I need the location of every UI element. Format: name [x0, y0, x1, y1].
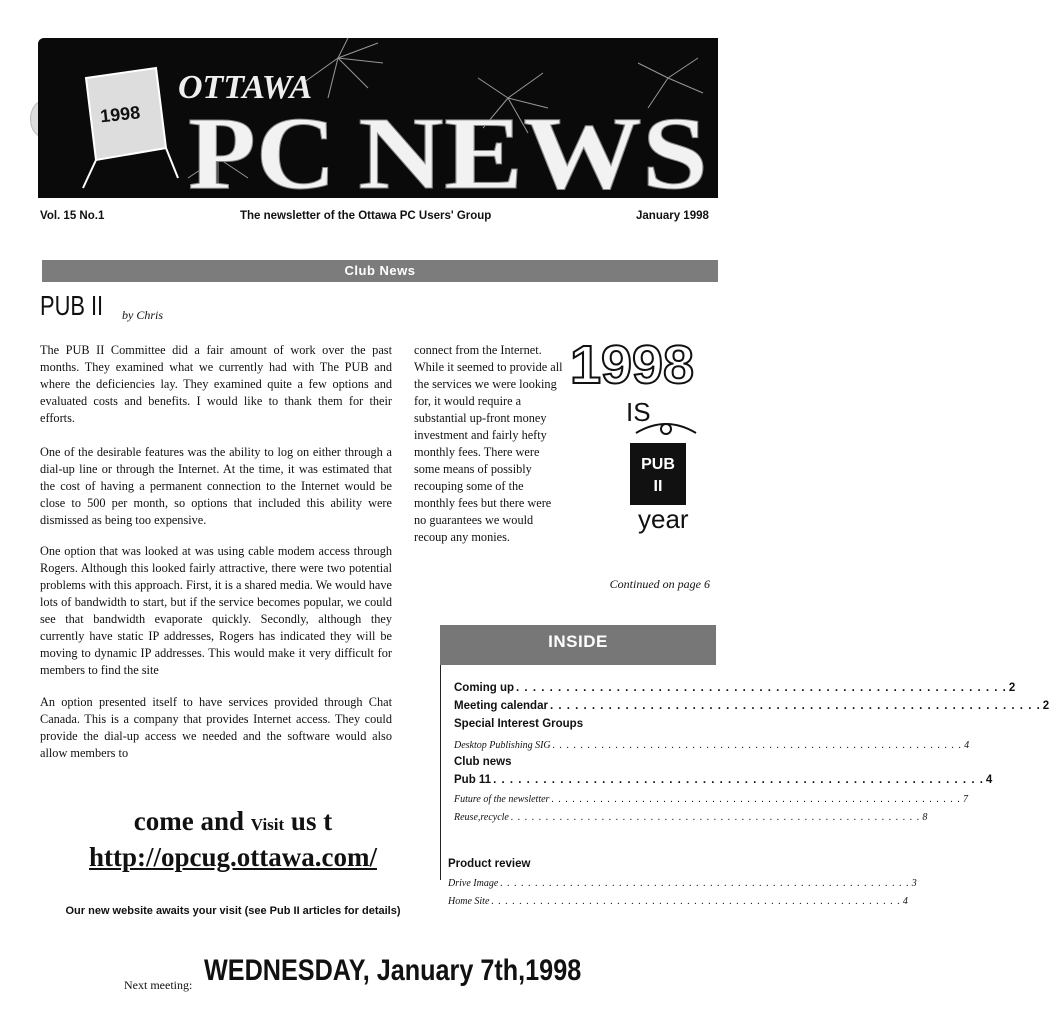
toc-entry-label: Reuse,recycle [454, 812, 509, 823]
toc-entry-label: Club news [454, 756, 512, 768]
toc-entry [454, 774, 993, 786]
toc-dot-leader: . . . . . . . . . . . . . . . . . . . . . . . . . . . . . . . . . . . . . . . . . . . . . . . . . . . . . . . . . . . [493, 774, 984, 786]
promo-pub: PUB [641, 456, 675, 473]
section-banner: Club News [42, 260, 718, 282]
masthead-news: NEWS [358, 96, 708, 211]
promo-year: 1998 [570, 335, 694, 395]
toc-entry-page: 7 [962, 794, 968, 805]
article-paragraph-2: One of the desirable features was the ability to log on either through a dial-up line or through the Internet. At the time, it was estimated that the cost of having a permanent connection to the Internet would be close to 500 per month, so options that included this ability were dismissed as being too expensive. [40, 445, 392, 527]
masthead-graphic [38, 38, 718, 211]
article-title: PUB II [40, 290, 104, 321]
toc-entry [448, 858, 642, 870]
promo-sign [630, 443, 686, 505]
toc-dot-leader: . . . . . . . . . . . . . . . . . . . . . . . . . . . . . . . . . . . . . . . . . . . . . . . . . . . . . . . . . . . [549, 700, 1041, 712]
visit-text: Visit [250, 815, 285, 834]
inside-divider [440, 665, 441, 880]
toc-dot-leader: . . . . . . . . . . . . . . . . . . . . . . . . . . . . . . . . . . . . . . . . . . . . . . . . . . . . . . . . . . . [510, 812, 921, 823]
toc-entry [454, 700, 1049, 712]
promo-two: II [653, 478, 663, 495]
website-callout [60, 806, 406, 837]
toc-entry [454, 682, 1016, 694]
toc-entry-page: 4 [902, 896, 908, 907]
toc-entry [454, 812, 928, 823]
toc-entry [454, 740, 970, 751]
continued-note: Continued on page 6 [609, 577, 710, 591]
toc-entry-label: Meeting calendar [454, 700, 548, 712]
toc-entry [454, 794, 968, 805]
toc-dot-leader: . . . . . . . . . . . . . . . . . . . . . . . . . . . . . . . . . . . . . . . . . . . . . . . . . . . . . . . . . . . [500, 878, 910, 889]
toc-entry-label: Product review [448, 858, 531, 870]
masthead-ottawa: OTTAWA [178, 69, 313, 106]
volume-label: Vol. 15 No.1 [40, 210, 105, 222]
us-text: us t [290, 806, 333, 836]
toc-entry-label: Pub 11 [454, 774, 492, 786]
article-paragraph-3: One option that was looked at was using cable modem access through Rogers. Although this looked fairly attractive, there were two potential problems with this approach. First, it is a shared media. We would have lots of bandwidth to start, but if the service becomes popular, we could see that bandwidth evaporate quickly. Secondly, although they currently have static IP addresses, Rogers has indicated they will be moving to dynamic IP addresses. This would make it very difficult for members to find the site [40, 544, 392, 677]
toc-entry-label: Desktop Publishing SIG [454, 740, 551, 751]
toc-entry [448, 878, 917, 889]
toc-dot-leader: . . . . . . . . . . . . . . . . . . . . . . . . . . . . . . . . . . . . . . . . . . . . . . . . . . . . . . . . . . . [491, 896, 901, 907]
toc-entry-page: 2 [1042, 700, 1049, 712]
article-byline: by Chris [122, 308, 164, 322]
masthead-year: 1998 [99, 102, 142, 127]
come-text: come and [133, 806, 245, 836]
toc-entry-page: 4 [964, 740, 970, 751]
masthead [38, 38, 718, 211]
toc-entry-label: Special Interest Groups [454, 718, 584, 730]
next-meeting-label: Next meeting: [124, 978, 193, 992]
inside-heading: INSIDE [440, 625, 716, 665]
toc-entry [454, 718, 678, 730]
toc-entry-label: Drive Image [448, 878, 499, 889]
toc-entry-page: 8 [922, 812, 928, 823]
website-url-link[interactable]: http://opcug.ottawa.com/ [89, 842, 377, 872]
toc-entry-label: Future of the newsletter [454, 794, 550, 805]
tagline: The newsletter of the Ottawa PC Users' Group [240, 210, 492, 222]
toc-dot-leader: . . . . . . . . . . . . . . . . . . . . . . . . . . . . . . . . . . . . . . . . . . . . . . . . . . . . . . . . . . . [552, 740, 963, 751]
article-paragraph-4: An option presented itself to have services provided through Chat Canada. This is a company that provides Internet access. They could provide the dial-up access we needed and the software would also allow members to [40, 695, 392, 760]
issue-date: January 1998 [636, 210, 709, 222]
toc-entry-page: 3 [911, 878, 917, 889]
masthead-pc: PC [188, 96, 336, 211]
toc-entry [448, 896, 908, 907]
promo-graphic [568, 325, 698, 535]
toc-dot-leader: . . . . . . . . . . . . . . . . . . . . . . . . . . . . . . . . . . . . . . . . . . . . . . . . . . . . . . . . . . . [516, 682, 1007, 694]
toc-entry-page: 4 [985, 774, 993, 786]
promo-is: IS [626, 397, 651, 427]
toc-entry-label: Coming up [454, 682, 515, 694]
year-flag-graphic [83, 68, 178, 188]
toc-dot-leader: . . . . . . . . . . . . . . . . . . . . . . . . . . . . . . . . . . . . . . . . . . . . . . . . . . . . . . . . . . . [551, 794, 961, 805]
toc-entry-page: 2 [1008, 682, 1016, 694]
toc-entry [454, 756, 678, 768]
website-note: Our new website awaits your visit (see Pub II articles for details) [65, 905, 401, 917]
next-meeting-date: WEDNESDAY, January 7th,1998 [204, 954, 582, 987]
toc-entry-label: Home Site [448, 896, 490, 907]
article-column-2: connect from the Internet. While it seemed to provide all the services we were looking for, it would require a substantial up-front money investment and fairly hefty monthly fees. There were some means of possibly recouping some of the monthly fees but there were no guarantees we would recoup any monies. [414, 343, 563, 544]
article-paragraph-1: The PUB II Committee did a fair amount of work over the past months. They examined what we currently had with The PUB and where the deficiencies lay. They examined quite a few options and evaluated costs and benefits. I would like to thank them for their efforts. [40, 343, 392, 425]
promo-year-word: year [638, 504, 689, 534]
